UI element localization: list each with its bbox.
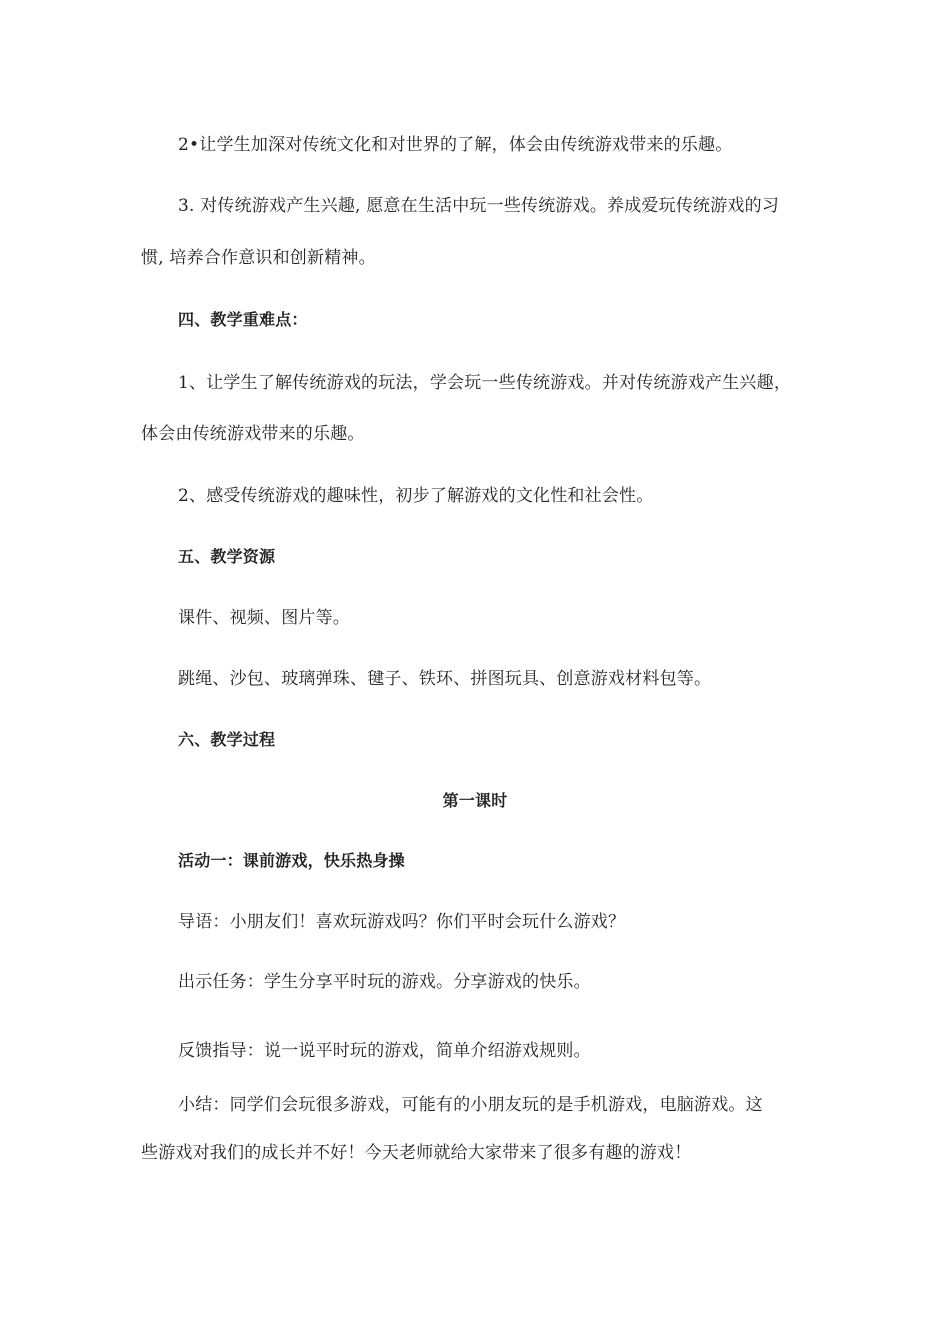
- summary-line-2: 些游戏对我们的成长并不好！今天老师就给大家带来了很多有趣的游戏！: [141, 1143, 692, 1163]
- intro-text: 导语：小朋友们！喜欢玩游戏吗？你们平时会玩什么游戏？: [178, 912, 626, 932]
- objective-2: 2•让学生加深对传统文化和对世界的了解，体会由传统游戏带来的乐趣。: [178, 135, 733, 155]
- summary-line-1: 小结：同学们会玩很多游戏，可能有的小朋友玩的是手机游戏，电脑游戏。这: [178, 1095, 763, 1115]
- objective-3-line-2: 惯, 培养合作意识和创新精神。: [141, 248, 376, 268]
- section-5-heading: 五、教学资源: [178, 547, 276, 566]
- key-point-2: 2、感受传统游戏的趣味性，初步了解游戏的文化性和社会性。: [178, 486, 654, 506]
- feedback-text: 反馈指导：说一说平时玩的游戏，简单介绍游戏规则。: [178, 1041, 591, 1061]
- key-point-1-line-2: 体会由传统游戏带来的乐趣。: [141, 424, 365, 444]
- section-4-heading: 四、教学重难点：: [178, 310, 308, 329]
- task-text: 出示任务：学生分享平时玩的游戏。分享游戏的快乐。: [178, 972, 591, 992]
- key-point-1-line-1: 1、让学生了解传统游戏的玩法，学会玩一些传统游戏。并对传统游戏产生兴趣，: [178, 373, 792, 393]
- resource-2: 跳绳、沙包、玻璃弹珠、毽子、铁环、拼图玩具、创意游戏材料包等。: [178, 669, 712, 689]
- activity-1-heading: 活动一：课前游戏，快乐热身操: [178, 851, 405, 870]
- objective-3-line-1: 3. 对传统游戏产生兴趣, 愿意在生活中玩一些传统游戏。养成爱玩传统游戏的习: [178, 196, 780, 216]
- resource-1: 课件、视频、图片等。: [178, 608, 350, 628]
- lesson-title: 第一课时: [442, 791, 508, 810]
- section-6-heading: 六、教学过程: [178, 730, 276, 749]
